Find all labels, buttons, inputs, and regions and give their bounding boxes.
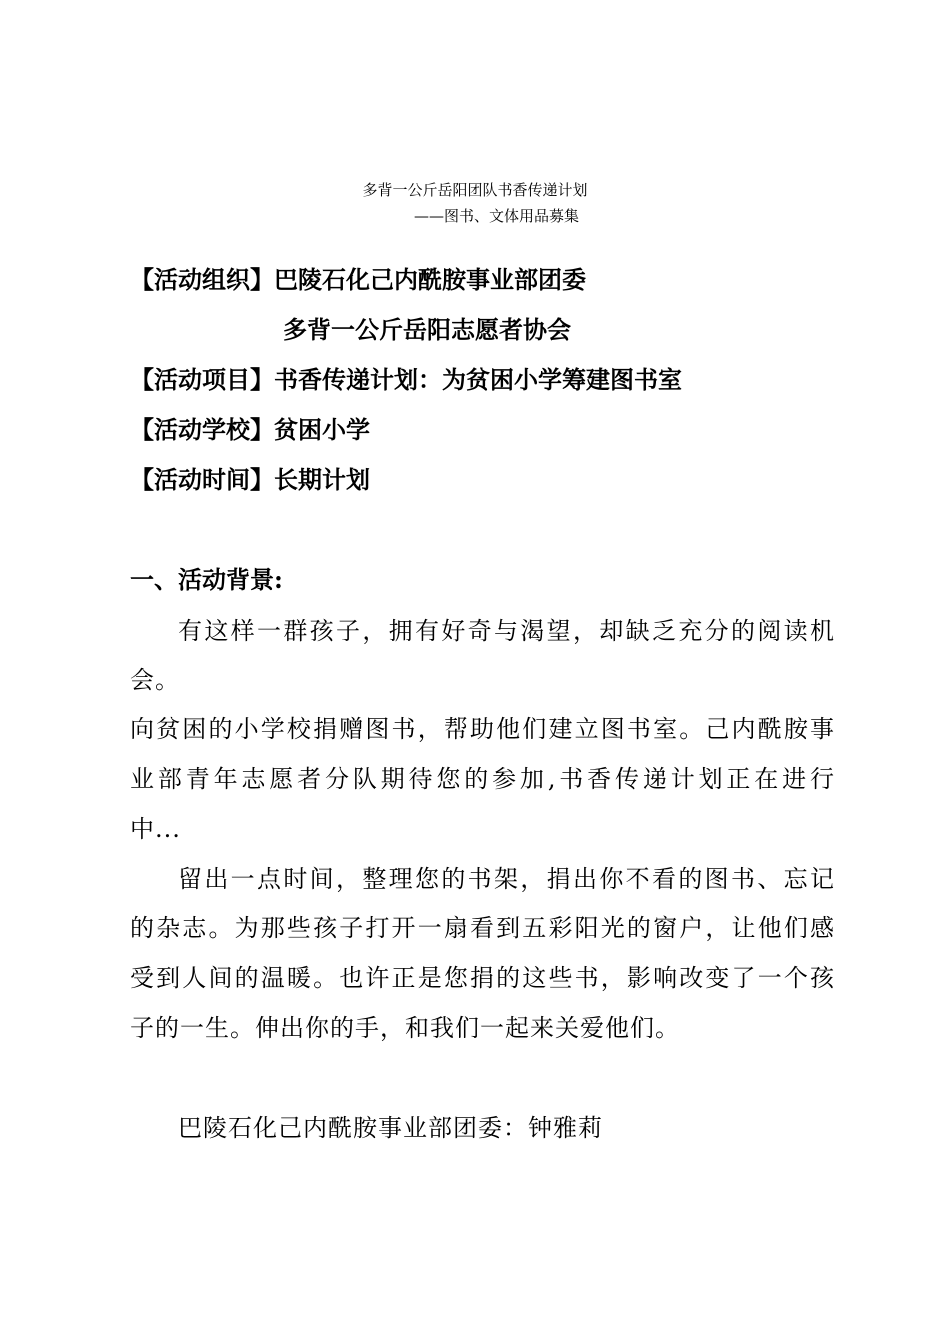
- section-heading: 一、活动背景:: [130, 565, 283, 594]
- info-project-label: 【活动项目】: [130, 365, 274, 394]
- info-project: [130, 363, 682, 397]
- info-project-value: 书香传递计划：为贫困小学筹建图书室: [274, 365, 682, 394]
- info-time-value: 长期计划: [274, 465, 370, 494]
- paragraph-line: 业部青年志愿者分队期待您的参加,书香传递计划正在进行: [130, 765, 835, 793]
- info-time: [130, 463, 370, 497]
- info-school-label: 【活动学校】: [130, 415, 274, 444]
- paragraph-line: 向贫困的小学校捐赠图书，帮助他们建立图书室。己内酰胺事: [130, 715, 835, 743]
- info-organizer-label: 【活动组织】: [130, 265, 274, 294]
- info-organizer-continued: 多背一公斤岳阳志愿者协会: [283, 315, 571, 344]
- info-school-value: 贫困小学: [274, 415, 370, 444]
- info-school: [130, 413, 370, 447]
- paragraph-line: 受到人间的温暖。也许正是您捐的这些书，影响改变了一个孩: [130, 964, 835, 992]
- paragraph-line: 有这样一群孩子，拥有好奇与渴望，却缺乏充分的阅读机: [178, 617, 835, 645]
- paragraph-line: 的杂志。为那些孩子打开一扇看到五彩阳光的窗户，让他们感: [130, 914, 835, 942]
- paragraph-line: 子的一生。伸出你的手，和我们一起来关爱他们。: [130, 1014, 680, 1042]
- document-subtitle: ——图书、文体用品募集: [414, 207, 580, 225]
- document-title: 多背一公斤岳阳团队书香传递计划: [362, 181, 588, 199]
- info-time-label: 【活动时间】: [130, 465, 274, 494]
- paragraph-line: 中...: [130, 815, 181, 843]
- signature-line: 巴陵石化己内酰胺事业部团委：钟雅莉: [178, 1114, 603, 1142]
- info-organizer-value: 巴陵石化己内酰胺事业部团委: [274, 265, 586, 294]
- paragraph-line: 留出一点时间，整理您的书架，捐出你不看的图书、忘记: [178, 865, 835, 893]
- paragraph-line: 会。: [130, 666, 180, 694]
- info-organizer: [130, 263, 586, 297]
